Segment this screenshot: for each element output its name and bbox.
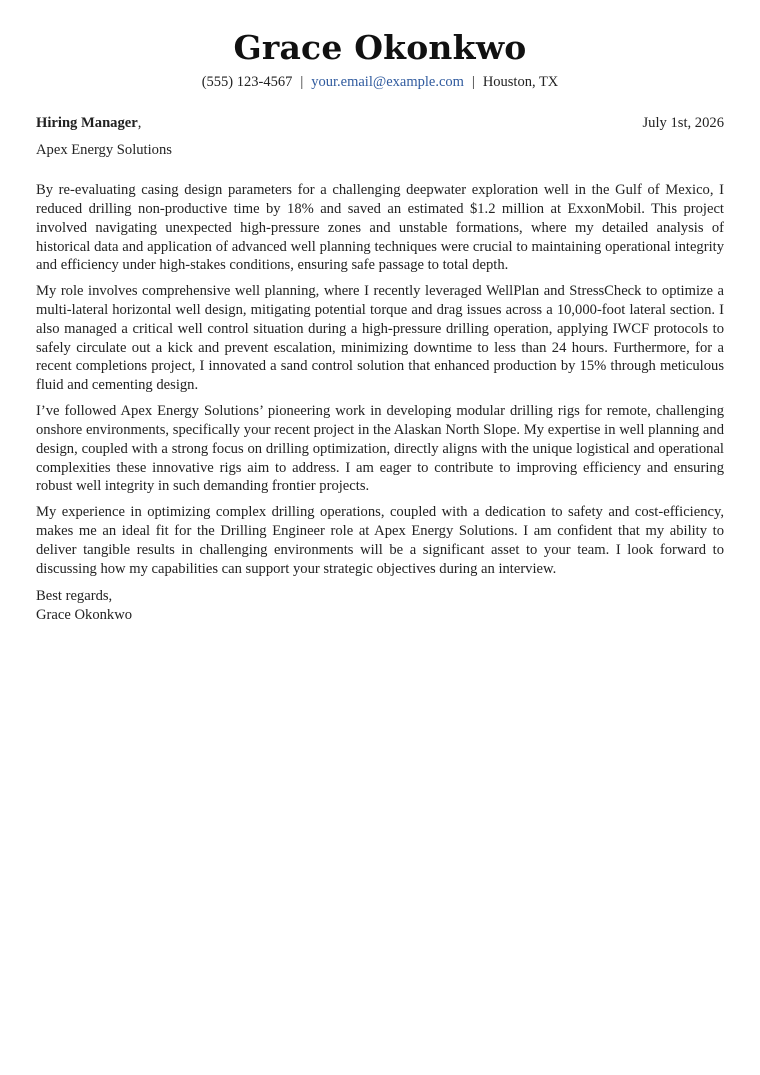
letter-content: [36, 114, 724, 625]
recipient-company: Apex Energy Solutions: [36, 141, 172, 158]
letter-closing: [36, 587, 724, 625]
body-paragraph: My experience in optimizing complex drilling operations, coupled with a dedication to safety and cost-efficiency, makes me an ideal fit for the Drilling Engineer role at Apex Energy Solutions. I am confident that my ability to deliver tangible results in challenging environments will be a significant asset to your team. I look forward to discussing how my capabilities can support your strategic objectives during an interview.: [36, 503, 724, 577]
email-link[interactable]: your.email@example.com: [311, 74, 464, 90]
applicant-name: Grace Okonkwo: [233, 28, 527, 67]
body-paragraph: I’ve followed Apex Energy Solutions’ pioneering work in developing modular drilling rigs for remote, challenging onshore environments, specifically your recent project in the Alaskan North Slope. My expertise in well planning and design, coupled with a strong focus on drilling optimization, directly aligns with the unique logistical and operational complexities these innovative rigs aim to address. I am eager to contribute to improving efficiency and ensuring robust well integrity in such demanding frontier projects.: [36, 402, 724, 495]
recipient-name: Hiring Manager: [36, 115, 138, 131]
phone-number: (555) 123-4567: [201, 74, 293, 90]
closing-salutation: Best regards,: [36, 588, 113, 605]
recipient-suffix: ,: [137, 115, 142, 131]
location: Houston, TX: [482, 74, 559, 90]
closing-signature: Grace Okonkwo: [36, 607, 133, 624]
contact-separator: |: [300, 74, 304, 90]
recipient-line: [36, 114, 141, 133]
letter-body: [36, 181, 724, 579]
body-paragraph: My role involves comprehensive well planning, where I recently leveraged WellPlan and StressCheck to optimize a multi-lateral horizontal well design, mitigating potential torque and drag issues across a 10,000-foot lateral section. I also managed a critical well control situation during a high-pressure drilling operation, applying IWCF protocols to safely circulate out a kick and prevent escalation, minimizing downtime to less than 24 hours. Furthermore, for a recent completions project, I innovated a sand control solution that enhanced production by 15% through meticulous fluid and cementing design.: [36, 282, 724, 394]
address-row: [36, 114, 724, 133]
contact-line: [0, 74, 760, 91]
contact-separator: |: [471, 74, 475, 90]
body-paragraph: By re-evaluating casing design parameters for a challenging deepwater exploration well in the Gulf of Mexico, I reduced drilling non-productive time by 18% and saved an estimated $1.2 million at ExxonMobil. This project involved navigating unexpected high-pressure zones and unstable formations, where my detailed analysis of historical data and application of advanced well planning techniques were crucial to maintaining operational integrity and efficiency under high-stakes conditions, ensuring safe passage to total depth.: [36, 181, 724, 274]
letter-date: July 1st, 2026: [642, 115, 724, 131]
